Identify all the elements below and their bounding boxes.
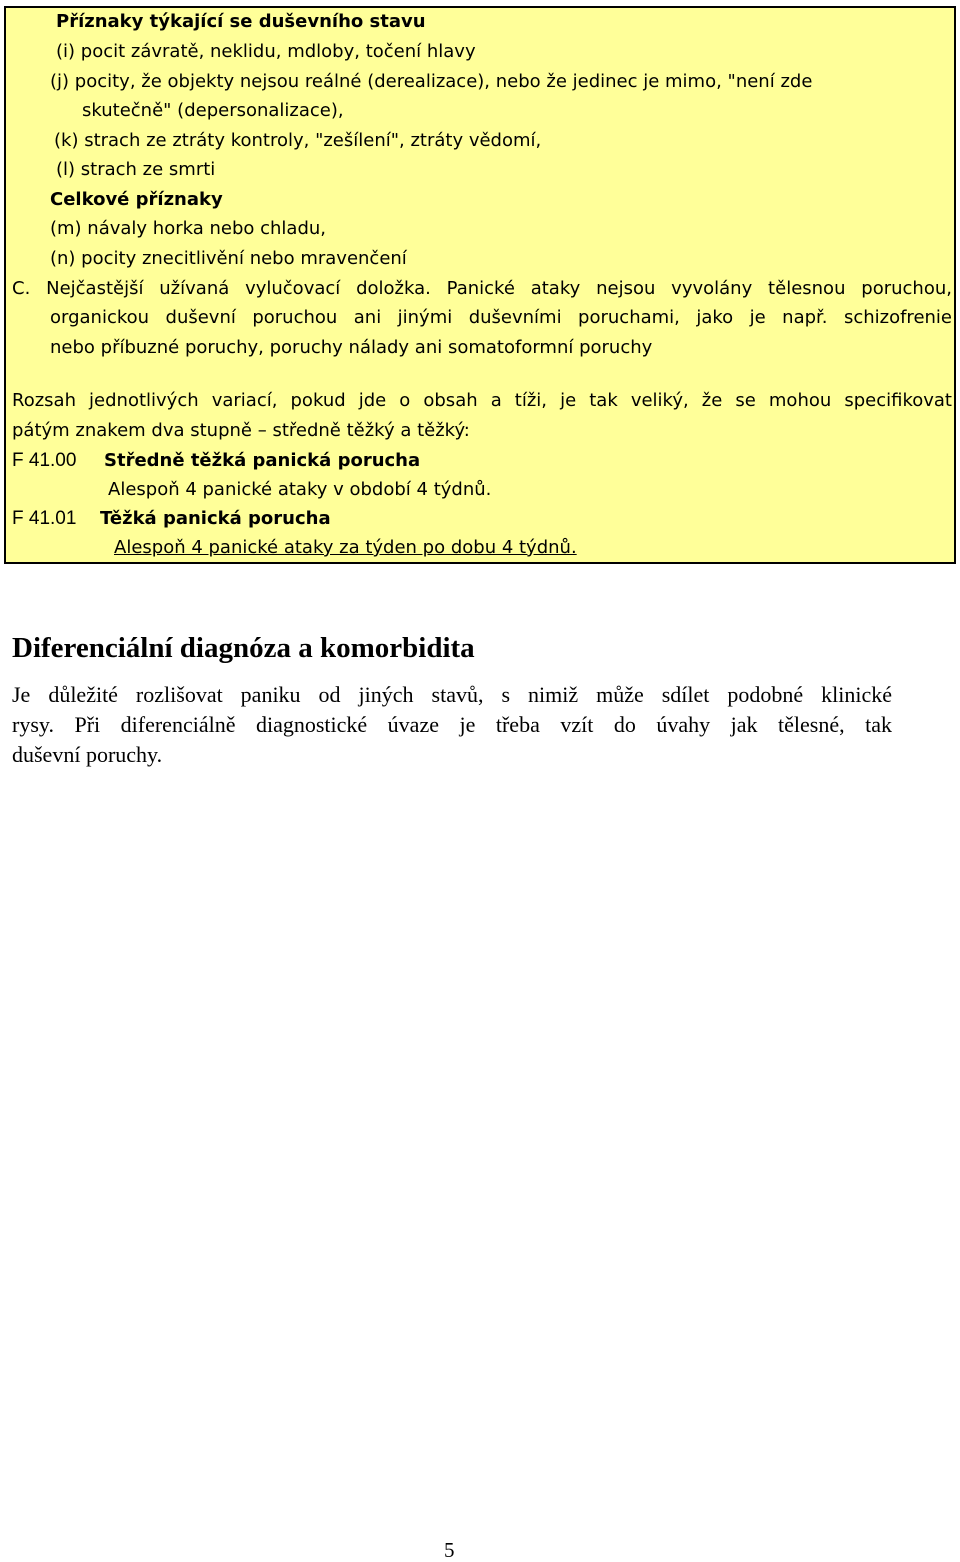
general-symptoms-heading: Celkové příznaky [50, 189, 223, 210]
paragraph-line1: Je důležité rozlišovat paniku od jiných stavů, s nimiž může sdílet podobné klinické [12, 682, 892, 707]
symptom-item-k: (k) strach ze ztráty kontroly, "zešílení", ztráty vědomí, [54, 130, 542, 151]
page-number: 5 [444, 1538, 455, 1562]
range-note-line2: pátým znakem dva stupně – středně těžký a těžký: [12, 420, 470, 441]
symptom-item-n: (n) pocity znecitlivění nebo mravenčení [50, 248, 407, 269]
exclusion-clause-line3: nebo příbuzné poruchy, poruchy nálady ani somatoformní poruchy [50, 337, 653, 358]
symptom-item-j-line1: (j) pocity, že objekty nejsou reálné (derealizace), nebo že jedinec je mimo, "není zde [50, 71, 813, 92]
f4101-code: F 41.01 [12, 508, 77, 529]
symptom-item-l: (l) strach ze smrti [56, 159, 216, 180]
symptom-item-j-line2: skutečně" (depersonalizace), [82, 100, 344, 121]
paragraph-line3: duševní poruchy. [12, 742, 163, 767]
section-title: Diferenciální diagnóza a komorbidita [12, 632, 475, 664]
paragraph-line2: rysy. Při diferenciálně diagnostické úvaze je třeba vzít do úvahy jak tělesné, tak [12, 712, 892, 737]
f4101-title: Těžká panická porucha [100, 508, 331, 529]
exclusion-clause-line2: organickou duševní poruchou ani jinými duševními poruchami, jako je např. schizofrenie [50, 307, 952, 328]
symptom-item-i: (i) pocit závratě, neklidu, mdloby, točení hlavy [56, 41, 476, 62]
mental-symptoms-heading: Příznaky týkající se duševního stavu [56, 11, 426, 32]
f4100-title: Středně těžká panická porucha [104, 450, 421, 471]
exclusion-clause-line1: C. Nejčastější užívaná vylučovací doložka. Panické ataky nejsou vyvolány tělesnou poruchou, [12, 278, 952, 299]
symptom-item-m: (m) návaly horka nebo chladu, [50, 218, 327, 239]
f4100-description: Alespoň 4 panické ataky v období 4 týdnů. [108, 479, 492, 500]
range-note-line1: Rozsah jednotlivých variací, pokud jde o obsah a tíži, je tak veliký, že se mohou specifikovat [12, 390, 952, 411]
f4100-code: F 41.00 [12, 450, 77, 471]
f4101-description: Alespoň 4 panické ataky za týden po dobu 4 týdnů. [114, 537, 577, 558]
